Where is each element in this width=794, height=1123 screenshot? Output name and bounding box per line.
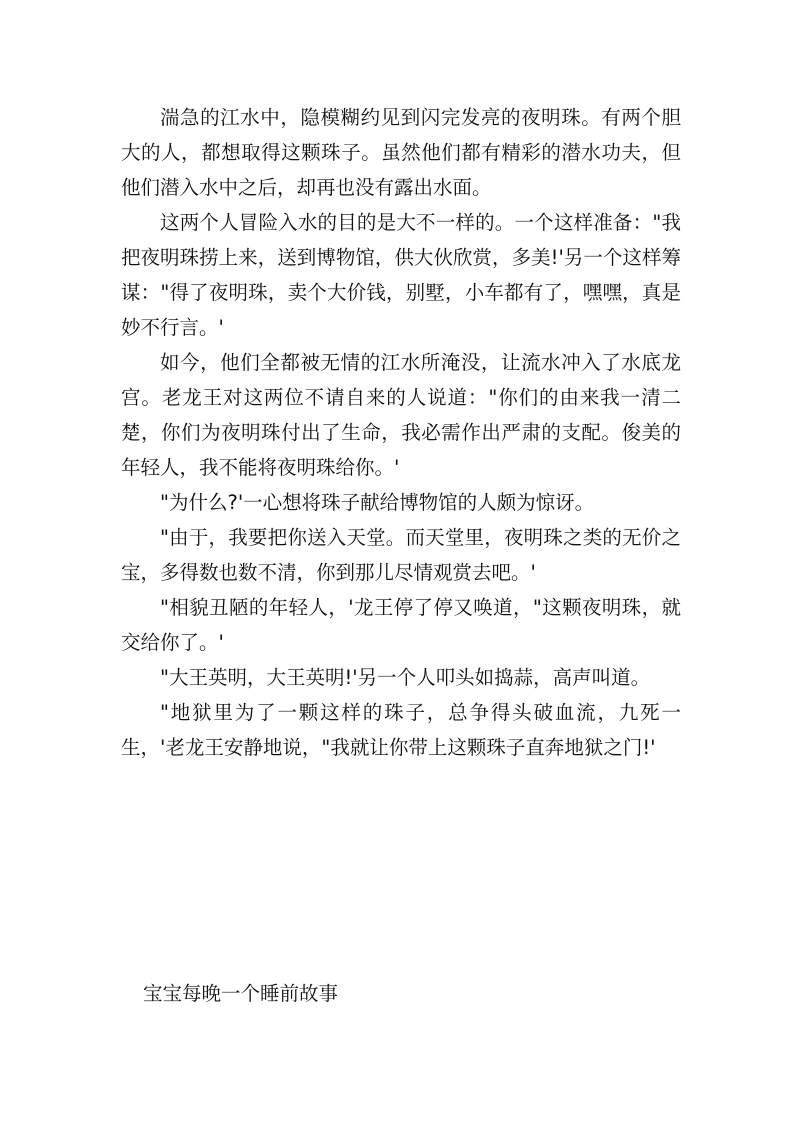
paragraph: 如今，他们全都被无情的江水所淹没，让流水冲入了水底龙宫。老龙王对这两位不请自来的人说道："你们的由来我一清二楚，你们为夜明珠付出了生命，我必需作出严肃的支配。俊美的年轻人，我不能将夜明珠给你。' bbox=[121, 351, 681, 479]
story-body bbox=[121, 100, 681, 765]
paragraph: "大王英明，大王英明!'另一个人叩头如捣蒜，高声叫道。 bbox=[160, 666, 651, 689]
paragraph: "相貌丑陋的年轻人，'龙王停了停又唤道，"这颗夜明珠，就交给你了。' bbox=[121, 596, 681, 654]
paragraph: "由于，我要把你送入天堂。而天堂里，夜明珠之类的无价之宝，多得数也数不清，你到那儿尽情观赏去吧。' bbox=[121, 526, 681, 584]
paragraph: "为什么?'一心想将珠子献给博物馆的人颇为惊讶。 bbox=[160, 491, 595, 514]
footer-title: 宝宝每晚一个睡前故事 bbox=[143, 982, 339, 1005]
paragraph: "地狱里为了一颗这样的珠子，总争得头破血流，九死一生，'老龙王安静地说，"我就让你带上这颗珠子直奔地狱之门!' bbox=[121, 701, 681, 759]
paragraph: 这两个人冒险入水的目的是大不一样的。一个这样准备："我把夜明珠捞上来，送到博物馆，供大伙欣赏，多美!'另一个这样筹谋："得了夜明珠，卖个大价钱，别墅，小车都有了，嘿嘿，真是妙不行言。' bbox=[121, 211, 681, 339]
paragraph: 湍急的江水中，隐模糊约见到闪完发亮的夜明珠。有两个胆大的人，都想取得这颗珠子。虽然他们都有精彩的潜水功夫，但他们潜入水中之后，却再也没有露出水面。 bbox=[121, 106, 681, 199]
